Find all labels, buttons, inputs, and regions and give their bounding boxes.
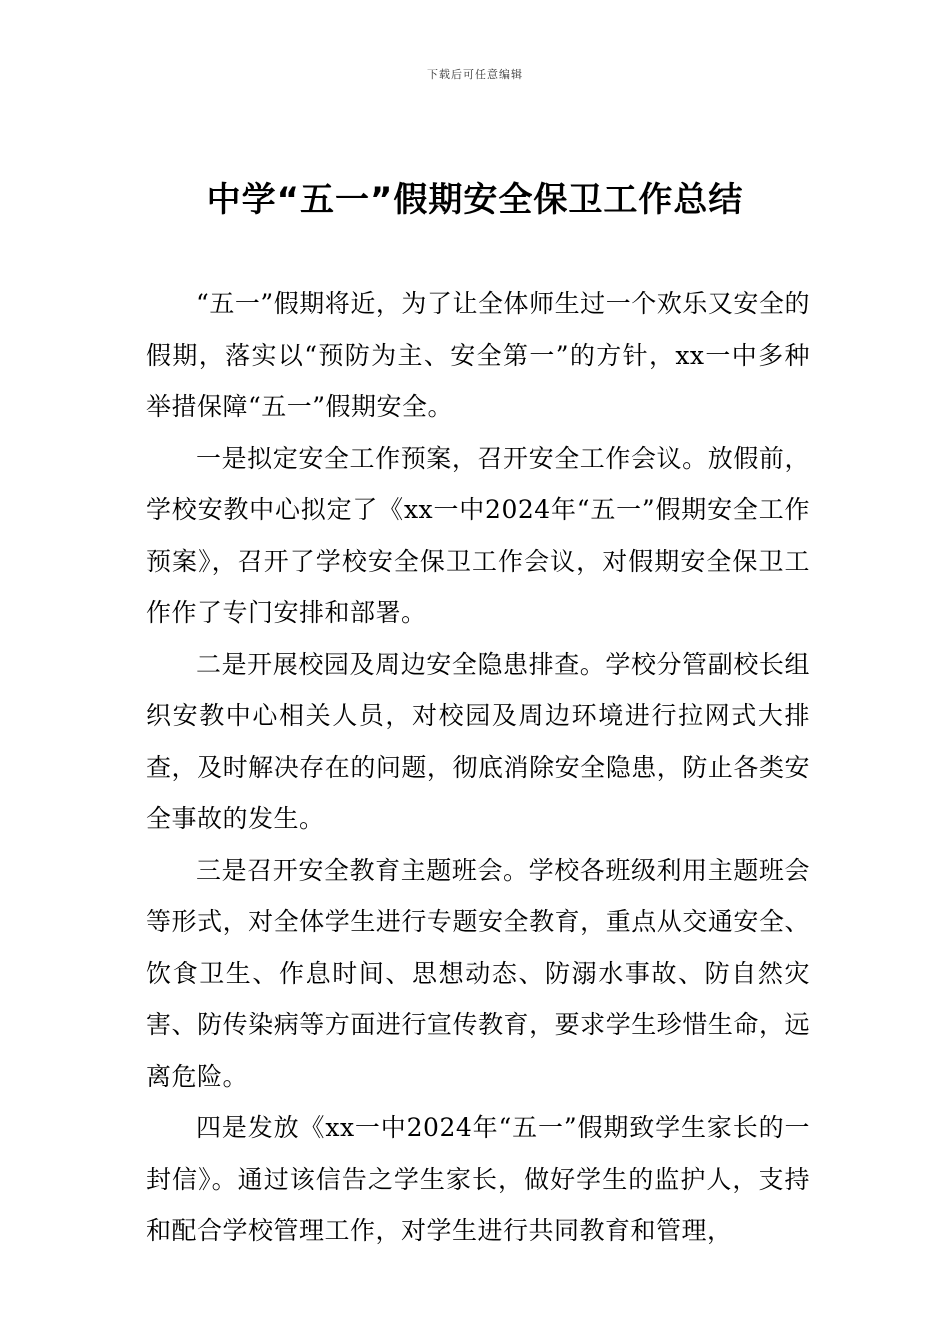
paragraph-intro: “五一”假期将近，为了让全体师生过一个欢乐又安全的假期，落实以“预防为主、安全第一”的方针，xx一中多种举措保障“五一”假期安全。 xyxy=(146,289,810,421)
paragraph-item-2: 二是开展校园及周边安全隐患排查。学校分管副校长组织安教中心相关人员，对校园及周边环境进行拉网式大排查，及时解决存在的问题，彻底消除安全隐患，防止各类安全事故的发生。 xyxy=(146,649,810,833)
header-note: 下载后可任意编辑 xyxy=(427,68,523,81)
paragraph-item-4: 四是发放《xx一中2024年“五一”假期致学生家长的一封信》。通过该信告之学生家长，做好学生的监护人，支持和配合学校管理工作，对学生进行共同教育和管理， xyxy=(146,1113,810,1245)
document-body xyxy=(146,278,810,1257)
paragraph-item-3: 三是召开安全教育主题班会。学校各班级利用主题班会等形式，对全体学生进行专题安全教育，重点从交通安全、饮食卫生、作息时间、思想动态、防溺水事故、防自然灾害、防传染病等方面进行宣传教育，要求学生珍惜生命，远离危险。 xyxy=(146,855,810,1091)
document-title: 中学“五一”假期安全保卫工作总结 xyxy=(206,180,744,220)
paragraph-item-1: 一是拟定安全工作预案，召开安全工作会议。放假前，学校安教中心拟定了《xx一中2024年“五一”假期安全工作预案》，召开了学校安全保卫工作会议，对假期安全保卫工作作了专门安排和部署。 xyxy=(146,443,810,627)
